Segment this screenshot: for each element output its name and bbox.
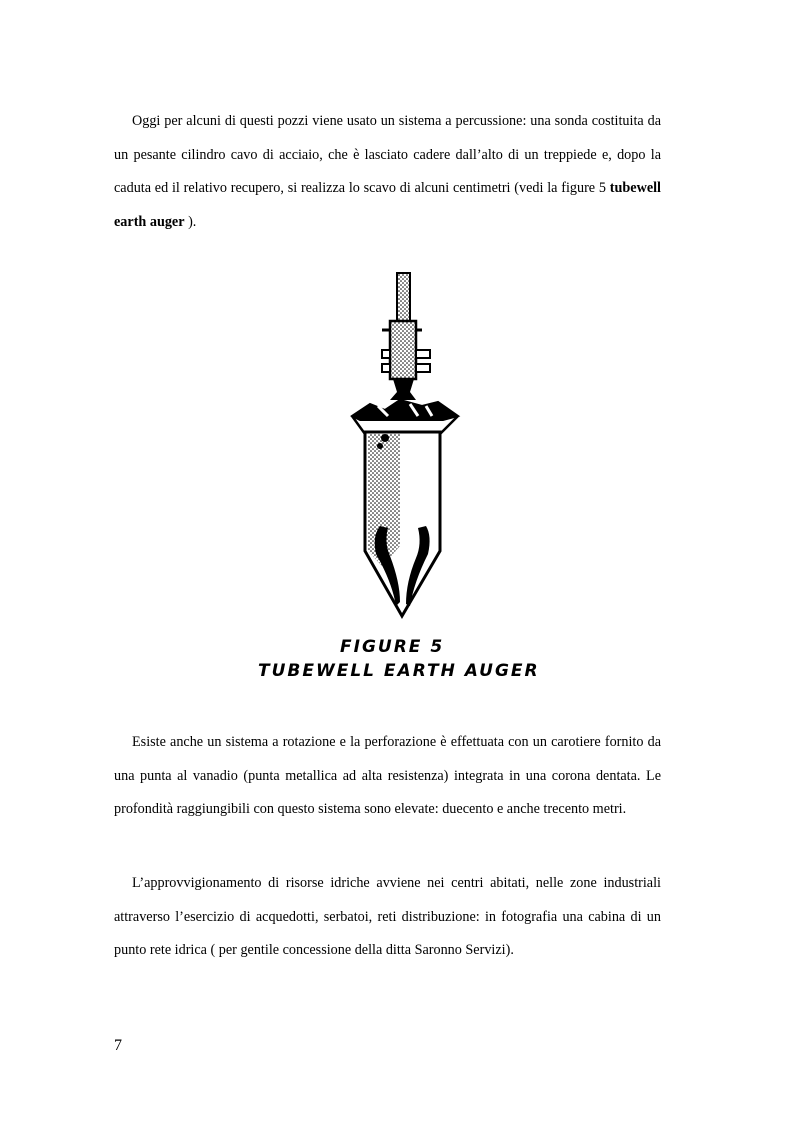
page-number: 7 xyxy=(114,1037,122,1054)
paragraph-percussion xyxy=(114,105,661,239)
paragraph-percussion-end: ). xyxy=(184,213,197,230)
figure-caption-title: TUBEWELL EARTH AUGER xyxy=(258,661,540,681)
auger-illustration xyxy=(250,266,600,686)
paragraph-rotation-text: Esiste anche un sistema a rotazione e la perforazione è effettuata con un carotiere fornito da una punta al vanadio (punta metallica ad alta resistenza) integrata in una corona dentata. Le profondità raggiungibili con questo sistema sono elevate: duecento e anche trecento metri. xyxy=(114,734,661,817)
paragraph-water-supply xyxy=(114,867,661,968)
paragraph-water-supply-text: L’approvvigionamento di risorse idriche avviene nei centri abitati, nelle zone industriali attraverso l’esercizio di acquedotti, serbatoi, reti distribuzione: in fotografia una cabina di un punto rete idrica ( per gentile concessione della ditta Saronno Servizi). xyxy=(114,875,661,958)
paragraph-percussion-text: Oggi per alcuni di questi pozzi viene usato un sistema a percussione: una sonda costituita da un pesante cilindro cavo di acciaio, che è lasciato cadere dall’alto di un treppiede e, dopo la caduta ed il relativo recupero, si realizza lo scavo di alcuni centimetri (vedi la figure 5 xyxy=(114,113,661,196)
figure-reference: tubewell earth auger xyxy=(114,180,661,230)
figure-caption-number: FIGURE 5 xyxy=(340,637,445,657)
paragraph-rotation xyxy=(114,726,661,827)
tubewell-auger-figure xyxy=(250,266,600,686)
